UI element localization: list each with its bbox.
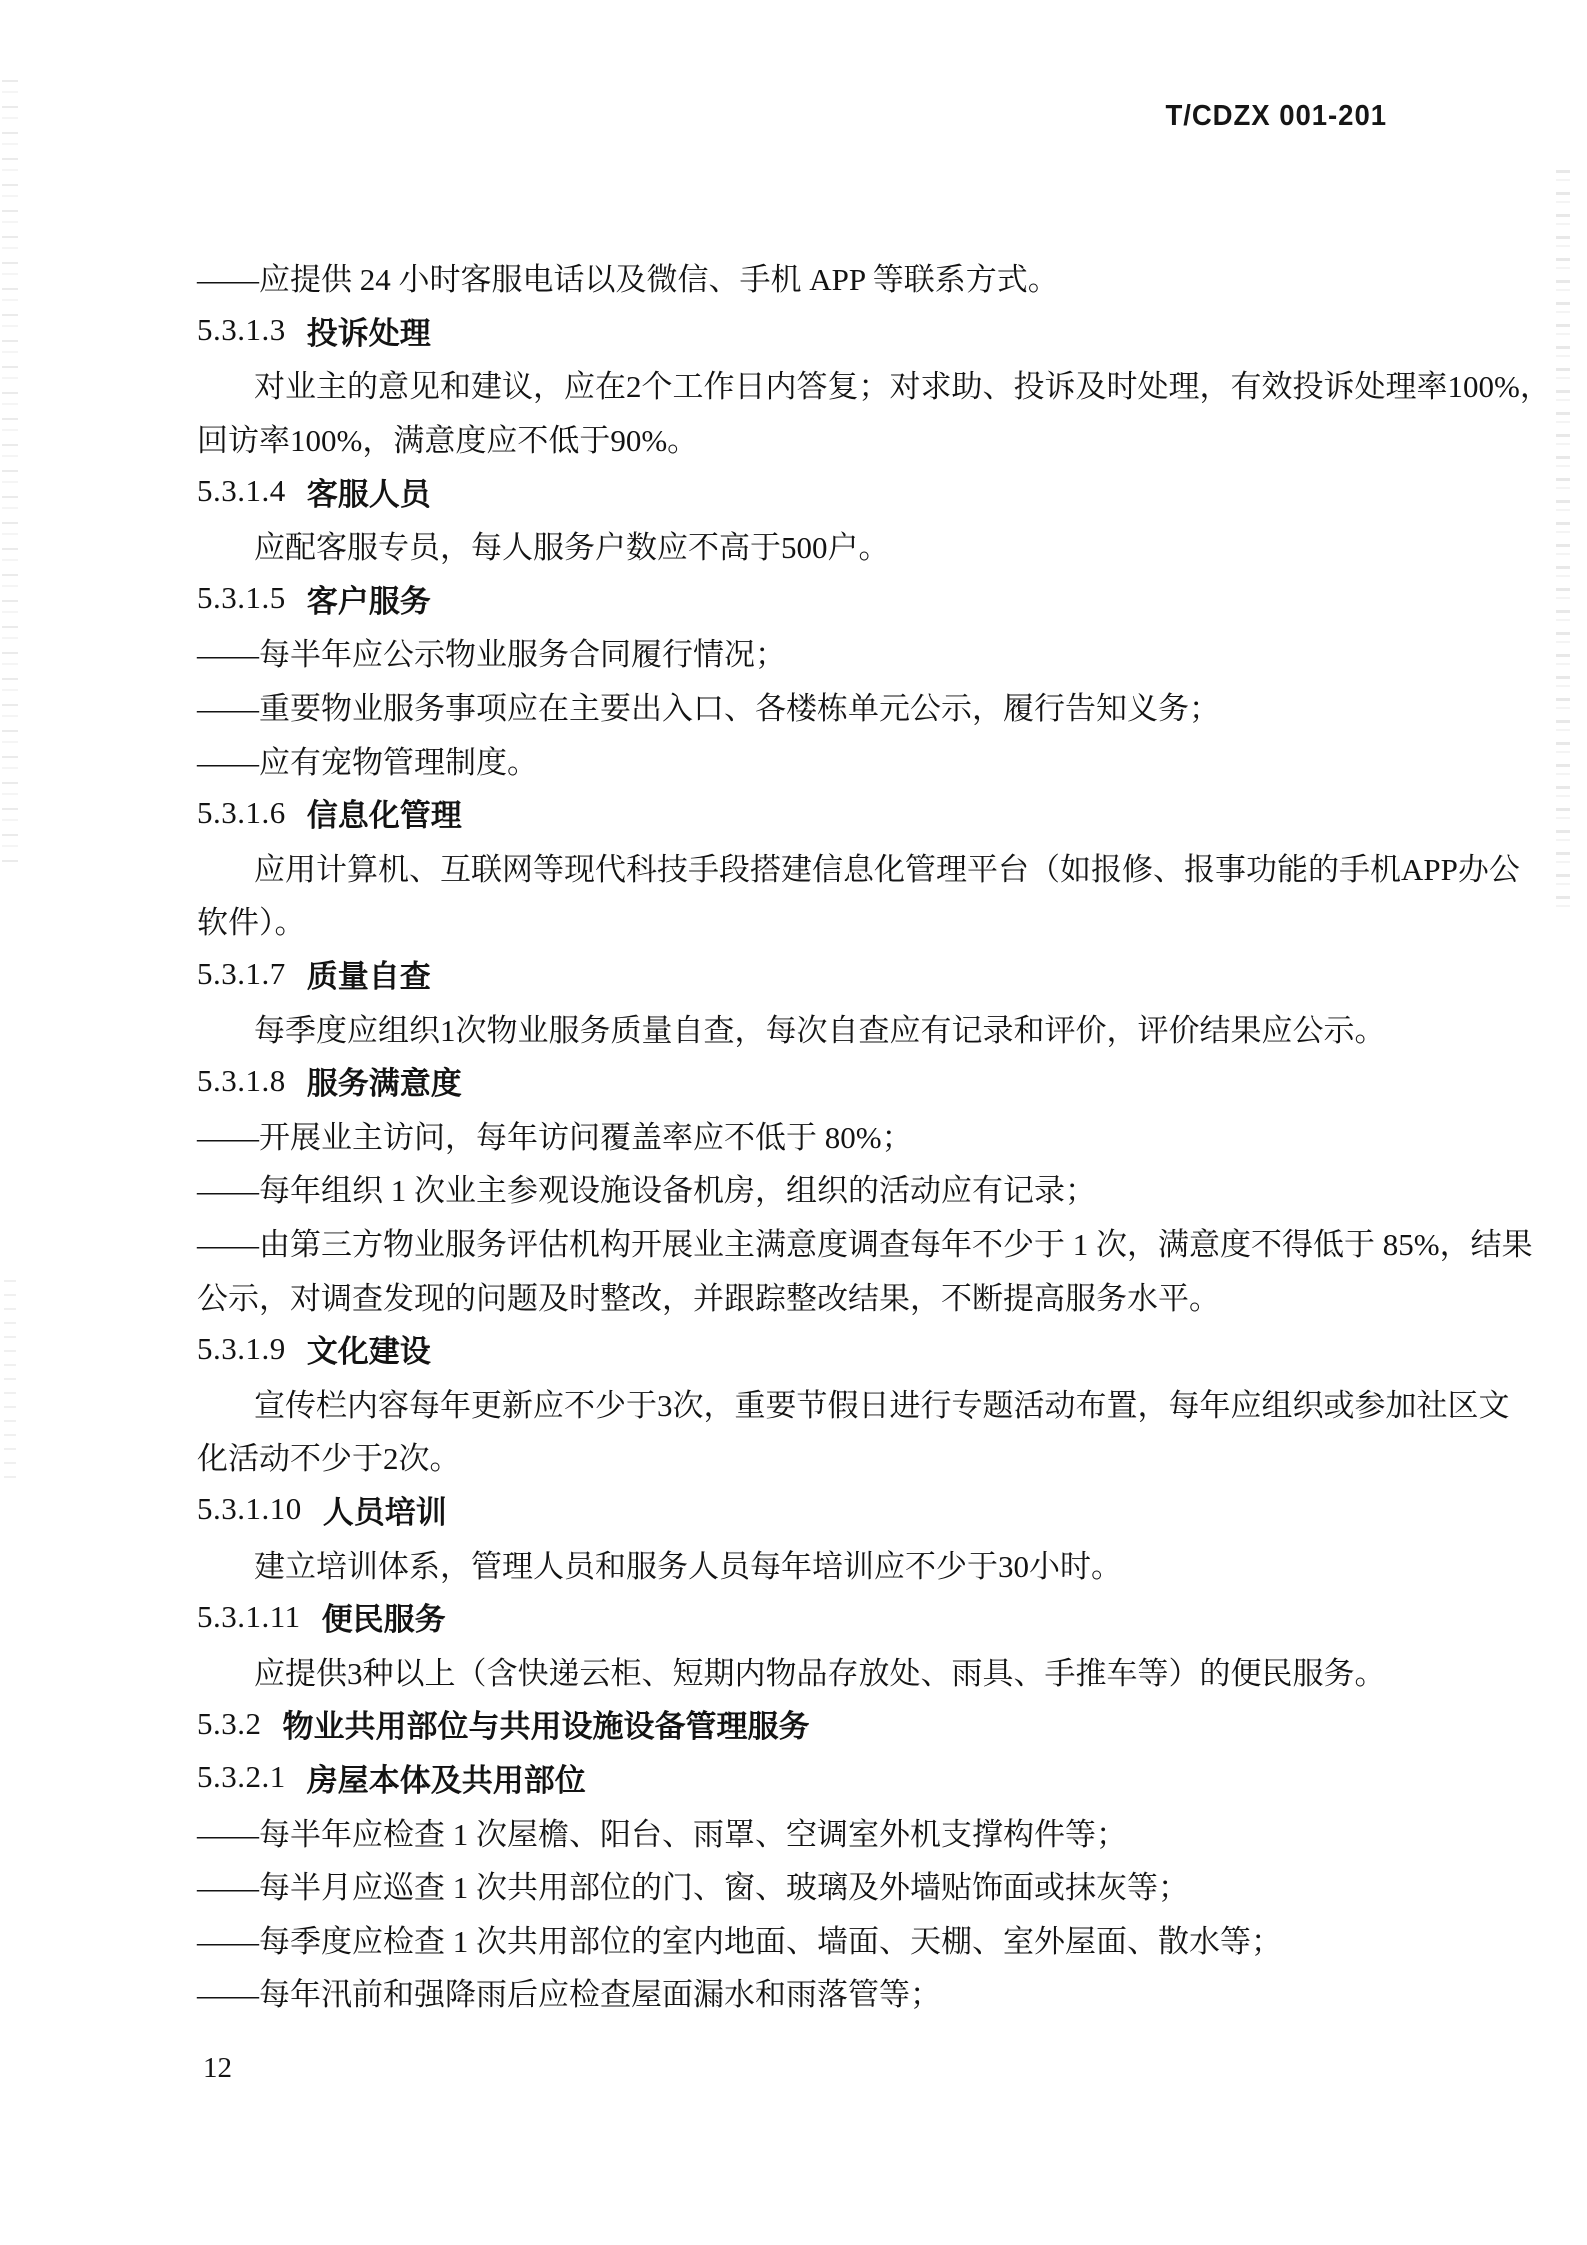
section-number: 5.3.1.11 (197, 1598, 301, 1634)
paragraph-line: 回访率100%，满意度应不低于90%。 (197, 423, 699, 459)
paragraph-line: 化活动不少于2次。 (197, 1441, 461, 1477)
dash-list-item: ——每半月应巡查 1 次共用部位的门、窗、玻璃及外墙贴饰面或抹灰等； (197, 1870, 1189, 1906)
section-title: 客户服务 (306, 583, 431, 619)
section-number: 5.3.1.8 (197, 1062, 286, 1098)
section-title: 物业共用部位与共用设施设备管理服务 (282, 1709, 810, 1745)
section-heading (197, 1483, 1407, 1537)
scan-artifact-right (1556, 170, 1570, 910)
scan-artifact-left-low (4, 1280, 16, 1490)
section-title: 人员培训 (322, 1494, 447, 1530)
section-title: 服务满意度 (306, 1066, 462, 1102)
scan-artifact-left-top (2, 80, 18, 870)
dash-list-item: ——每年组织 1 次业主参观设施设备机房，组织的活动应有记录； (197, 1173, 1096, 1209)
paragraph-line: 软件）。 (197, 905, 306, 941)
paragraph-line: 对业主的意见和建议，应在2个工作日内答复；对求助、投诉及时处理，有效投诉处理率100%， (254, 369, 1551, 405)
section-heading (197, 304, 1407, 358)
section-title: 投诉处理 (306, 315, 431, 351)
section-heading (197, 1590, 1407, 1644)
section-heading (197, 1322, 1407, 1376)
section-number: 5.3.1.5 (197, 580, 286, 616)
dash-list-item: ——每半年应检查 1 次屋檐、阳台、雨罩、空调室外机支撑构件等； (197, 1816, 1127, 1852)
dash-list-item: ——重要物业服务事项应在主要出入口、各楼栋单元公示，履行告知义务； (197, 691, 1220, 727)
dash-list-item: ——每季度应检查 1 次共用部位的室内地面、墙面、天棚、室外屋面、散水等； (197, 1923, 1282, 1959)
paragraph-line: 应用计算机、互联网等现代科技手段搭建信息化管理平台（如报修、报事功能的手机APP办公 (254, 851, 1520, 887)
paragraph-line: 应提供3种以上（含快递云柜、短期内物品存放处、雨具、手推车等）的便民服务。 (254, 1655, 1386, 1691)
dash-list-item: ——开展业主访问，每年访问覆盖率应不低于 80%； (197, 1119, 913, 1155)
paragraph-line: 公示，对调查发现的问题及时整改，并跟踪整改结果，不断提高服务水平。 (197, 1280, 1220, 1316)
section-number: 5.3.1.3 (197, 312, 286, 348)
section-heading (197, 572, 1407, 626)
dash-list-item: ——由第三方物业服务评估机构开展业主满意度调查每年不少于 1 次，满意度不得低于 85%，结果 (197, 1226, 1533, 1262)
dash-list-item: ——每半年应公示物业服务合同履行情况； (197, 637, 786, 673)
section-heading (197, 1751, 1407, 1805)
document-body (197, 250, 1551, 2019)
page-number: 12 (203, 2052, 232, 2084)
section-title: 便民服务 (321, 1602, 446, 1638)
section-title: 客服人员 (306, 476, 431, 512)
document-header (69, 100, 1387, 133)
section-heading (197, 947, 1407, 1001)
section-number: 5.3.2.1 (197, 1759, 286, 1795)
section-heading (197, 786, 1407, 840)
dash-list-item: ——应提供 24 小时客服电话以及微信、手机 APP 等联系方式。 (197, 262, 1059, 298)
dash-list-item: ——应有宠物管理制度。 (197, 744, 538, 780)
paragraph-line: 应配客服专员，每人服务户数应不高于500户。 (254, 530, 890, 566)
section-heading (197, 1054, 1407, 1108)
section-title: 质量自查 (306, 959, 431, 995)
section-number: 5.3.1.10 (197, 1491, 302, 1527)
paragraph-line: 宣传栏内容每年更新应不少于3次，重要节假日进行专题活动布置，每年应组织或参加社区文 (254, 1387, 1510, 1423)
section-heading (197, 464, 1407, 518)
standard-code: T/CDZX 001-201 (1165, 100, 1387, 132)
section-title: 文化建设 (306, 1334, 431, 1370)
section-heading (197, 1697, 1407, 1751)
dash-list-item: ——每年汛前和强降雨后应检查屋面漏水和雨落管等； (197, 1977, 941, 2013)
page-footer (203, 2052, 232, 2085)
section-number: 5.3.1.7 (197, 955, 286, 991)
section-number: 5.3.2 (197, 1705, 262, 1741)
section-number: 5.3.1.6 (197, 794, 286, 830)
section-number: 5.3.1.9 (197, 1330, 286, 1366)
section-title: 信息化管理 (306, 798, 462, 834)
paragraph-line: 建立培训体系，管理人员和服务人员每年培训应不少于30小时。 (254, 1548, 1122, 1584)
section-title: 房屋本体及共用部位 (306, 1762, 586, 1798)
section-number: 5.3.1.4 (197, 473, 286, 509)
paragraph-line: 每季度应组织1次物业服务质量自查，每次自查应有记录和评价，评价结果应公示。 (254, 1012, 1386, 1048)
